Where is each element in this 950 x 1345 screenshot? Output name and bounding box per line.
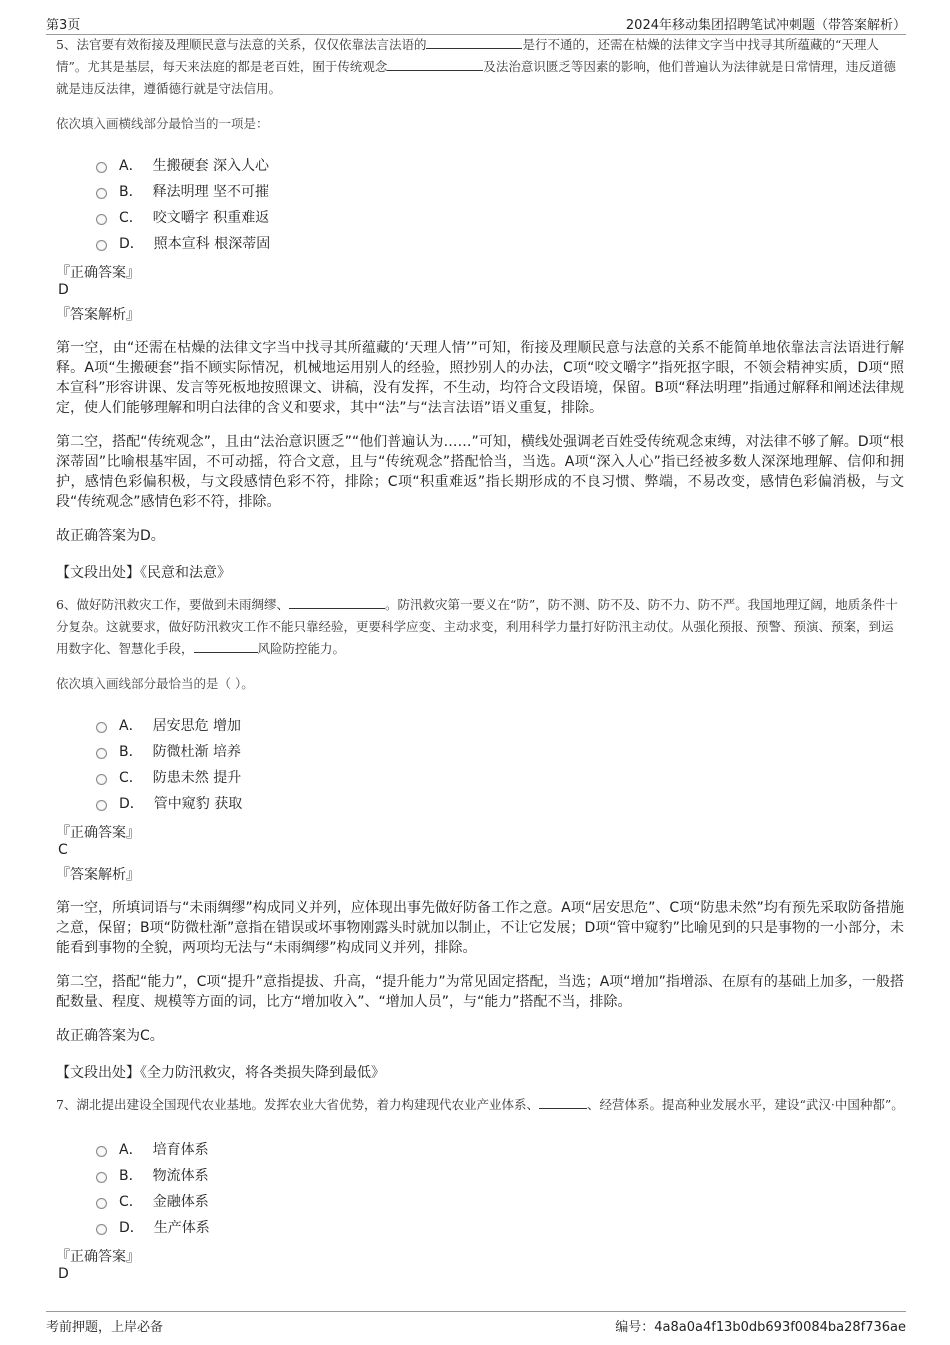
radio-button-icon[interactable]	[96, 800, 107, 811]
option-a[interactable]: A． 生搬硬套 深入人心	[96, 152, 904, 178]
conclusion: 故正确答案为C。	[56, 1028, 164, 1044]
fill-blank	[194, 638, 258, 653]
analysis-label: 『答案解析』	[56, 307, 140, 323]
question-5-prompt: 依次填入画横线部分最恰当的一项是：	[56, 116, 269, 131]
fill-blank	[289, 594, 385, 609]
radio-button-icon[interactable]	[96, 1172, 107, 1183]
option-d[interactable]: D． 照本宣科 根深蒂固	[96, 230, 904, 256]
passage-source: 【文段出处】《民意和法意》	[56, 565, 231, 581]
question-5-options	[96, 152, 904, 256]
correct-answer: D	[58, 282, 69, 298]
radio-button-icon[interactable]	[96, 162, 107, 173]
page-number: 第3页	[46, 18, 81, 33]
answer-label: 『正确答案』	[56, 1249, 140, 1265]
radio-button-icon[interactable]	[96, 240, 107, 251]
analysis-paragraph: 第一空，所填词语与“未雨绸缪”构成同义并列，应体现出事先做好防备工作之意。A项“居安思危”、C项“防患未然”均有预先采取防备措施之意，保留；B项“防微杜渐”意指在错误或坏事物刚露头时就加以制止，不让它发展；D项“管中窥豹”比喻见到的只是事物的一小部分，未能看到事物的全貌，两项均无法与“未雨绸缪”构成同义并列，排除。	[56, 900, 904, 956]
analysis-label: 『答案解析』	[56, 867, 140, 883]
footer-slogan: 考前押题，上岸必备	[46, 1320, 164, 1335]
option-c[interactable]: C． 防患未然 提升	[96, 764, 904, 790]
analysis-paragraph: 第一空，由“还需在枯燥的法律文字当中找寻其所蕴藏的‘天理人情’”可知，衔接及理顺民意与法意的关系不能简单地依靠法言法语进行解释。A项“生搬硬套”指不顾实际情况，机械地运用别人的经验，照抄别人的办法，C项“咬文嚼字”指死抠字眼，不领会精神实质，D项“照本宣科”形容讲课、发言等死板地按照课文、讲稿，没有发挥，不生动，均符合文段语境，保留。B项“释法明理”指通过解释和阐述法律规定，使人们能够理解和明白法律的含义和要求，其中“法”与“法言法语”语义重复，排除。	[56, 340, 904, 416]
option-c[interactable]: C． 金融体系	[96, 1188, 904, 1214]
page-footer	[46, 1311, 906, 1336]
conclusion: 故正确答案为D。	[56, 528, 165, 544]
question-6-prompt: 依次填入画线部分最恰当的是（ ）。	[56, 676, 254, 691]
question-5	[56, 34, 904, 582]
question-7-options	[96, 1136, 904, 1240]
analysis-paragraph: 第二空，搭配“传统观念”，且由“法治意识匮乏”“他们普遍认为……”可知，横线处强调老百姓受传统观念束缚，对法律不够了解。D项“根深蒂固”比喻根基牢固，不可动摇，符合文意，且与“传统观念”搭配恰当，当选。A项“深入人心”指已经被多数人深深地理解、信仰和拥护，感情色彩偏积极，与文段感情色彩不符，排除；C项“积重难返”指长期形成的不良习惯、弊端，不易改变，感情色彩偏消极，与文段“传统观念”感情色彩不符，排除。	[56, 434, 904, 510]
option-b[interactable]: B． 释法明理 坚不可摧	[96, 178, 904, 204]
question-5-text: 5、法官要有效衔接及理顺民意与法意的关系，仅仅依靠法言法语的 是行不通的，还需在枯燥的法律文字当中找寻其所蕴藏的“天理人情”。尤其是基层，每天来法庭的都是老百姓，囿于传统观念 及法治意识匮乏等因素的影响，他们普遍认为法律就是日常情理，违反道德就是违反法律，遵循德行就是守法信用。	[56, 34, 904, 100]
correct-answer: D	[58, 1266, 69, 1282]
radio-button-icon[interactable]	[96, 1146, 107, 1157]
option-c[interactable]: C． 咬文嚼字 积重难返	[96, 204, 904, 230]
option-d[interactable]: D． 生产体系	[96, 1214, 904, 1240]
question-7	[56, 1094, 904, 1282]
question-6-options	[96, 712, 904, 816]
option-a[interactable]: A． 培育体系	[96, 1136, 904, 1162]
answer-label: 『正确答案』	[56, 265, 140, 281]
answer-label: 『正确答案』	[56, 825, 140, 841]
question-6	[56, 594, 904, 1082]
fill-blank	[426, 34, 522, 49]
correct-answer: C	[58, 842, 68, 858]
radio-button-icon[interactable]	[96, 214, 107, 225]
question-7-text: 7、湖北提出建设全国现代农业基地。发挥农业大省优势，着力构建现代农业产业体系、 、经营体系。提高种业发展水平，建设“武汉·中国种都”。	[56, 1094, 904, 1116]
option-a[interactable]: A． 居安思危 增加	[96, 712, 904, 738]
option-b[interactable]: B． 物流体系	[96, 1162, 904, 1188]
analysis-paragraph: 第二空，搭配“能力”，C项“提升”意指提拔、升高，“提升能力”为常见固定搭配，当选；A项“增加”指增添、在原有的基础上加多，一般搭配数量、程度、规模等方面的词，比方“增加收入”、“增加人员”，与“能力”搭配不当，排除。	[56, 974, 904, 1010]
radio-button-icon[interactable]	[96, 748, 107, 759]
document-id: 编号：4a8a0a4f13b0db693f0084ba28f736ae	[615, 1320, 906, 1335]
radio-button-icon[interactable]	[96, 1224, 107, 1235]
radio-button-icon[interactable]	[96, 1198, 107, 1209]
radio-button-icon[interactable]	[96, 722, 107, 733]
document-title: 2024年移动集团招聘笔试冲刺题（带答案解析）	[625, 18, 906, 33]
passage-source: 【文段出处】《全力防汛救灾，将各类损失降到最低》	[56, 1065, 385, 1081]
main-content	[56, 34, 904, 1282]
page-header	[46, 10, 906, 35]
fill-blank	[387, 56, 483, 71]
option-b[interactable]: B． 防微杜渐 培养	[96, 738, 904, 764]
question-6-text: 6、做好防汛救灾工作，要做到未雨绸缪、 。防汛救灾第一要义在“防”，防不测、防不及、防不力、防不严。我国地理辽阔，地质条件十分复杂。这就要求，做好防汛救灾工作不能只靠经验，更要科学应变、主动求变，利用科学力量打好防汛主动仗。从强化预报、预警、预演、预案，到运用数字化、智慧化手段， 风险防控能力。	[56, 594, 904, 660]
option-d[interactable]: D． 管中窥豹 获取	[96, 790, 904, 816]
radio-button-icon[interactable]	[96, 774, 107, 785]
fill-blank	[539, 1094, 587, 1109]
radio-button-icon[interactable]	[96, 188, 107, 199]
